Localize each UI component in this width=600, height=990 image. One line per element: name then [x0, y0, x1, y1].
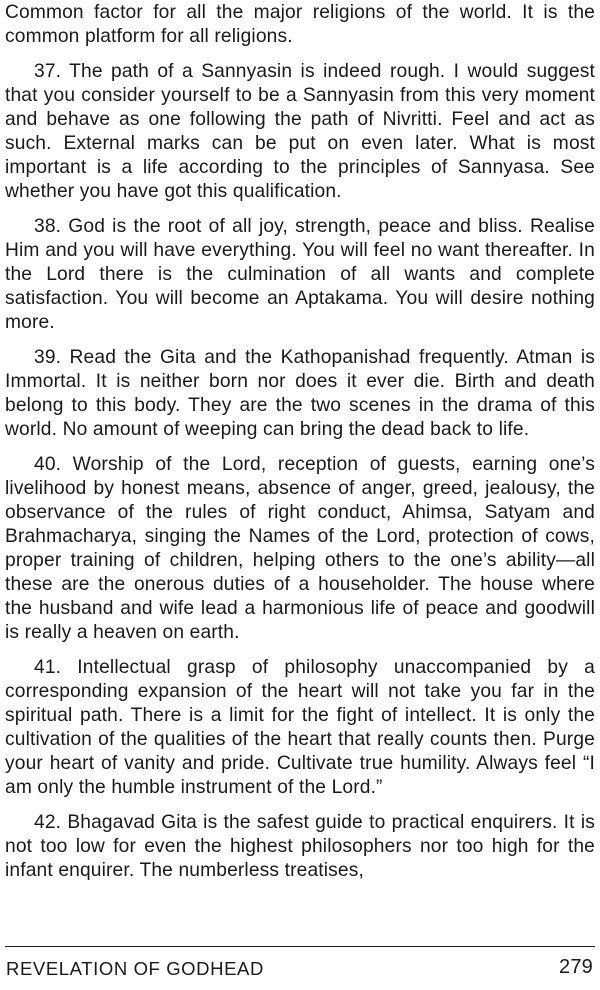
- paragraph-42: 42. Bhagavad Gita is the safest guide to practical enquirers. It is not too low for even the highest philosophers nor too high for the infant enquirer. The numberless treatises,: [5, 811, 595, 882]
- running-title: REVELATION OF GODHEAD: [6, 958, 264, 979]
- footer-rule: [5, 946, 595, 947]
- paragraph-41: 41. Intellectual grasp of philosophy unaccompanied by a corresponding expansion of the heart will not take you far in the spiritual path. There is a limit for the fight of intellect. It is only the cultivation of the qualities of the heart that really counts then. Purge your heart of vanity and pride. Cultivate true humility. Always feel “I am only the humble instrument of the Lord.”: [5, 656, 595, 799]
- paragraph-37: 37. The path of a Sannyasin is indeed rough. I would suggest that you consider yourself to be a Sannyasin from this very moment and behave as one following the path of Nivritti. Feel and act as such. External marks can be put on even later. What is most important is a life according to the principles of Sannyasa. See whether you have got this qualification.: [5, 60, 595, 203]
- paragraph-continuation: Common factor for all the major religions of the world. It is the common platform for all religions.: [5, 2, 595, 48]
- paragraph-38: 38. God is the root of all joy, strength, peace and bliss. Realise Him and you will have everything. You will feel no want thereafter. In the Lord there is the culmination of all wants and complete satisfaction. You will become an Aptakama. You will desire nothing more.: [5, 215, 595, 334]
- page-footer: [5, 955, 595, 981]
- body-text: [5, 0, 595, 883]
- book-page: [5, 0, 595, 990]
- paragraph-39: 39. Read the Gita and the Kathopanishad frequently. Atman is Immortal. It is neither born nor does it ever die. Birth and death belong to this body. They are the two scenes in the drama of this world. No amount of weeping can bring the dead back to life.: [5, 346, 595, 440]
- paragraph-40: 40. Worship of the Lord, reception of guests, earning one’s livelihood by honest means, absence of anger, greed, jealousy, the observance of the rules of right conduct, Ahimsa, Satyam and Brahmacharya, singing the Names of the Lord, protection of cows, proper training of children, helping others to the one’s ability—all these are the onerous duties of a householder. The house where the husband and wife lead a harmonious life of peace and goodwill is really a heaven on earth.: [5, 453, 595, 644]
- page-number: 279: [559, 956, 593, 978]
